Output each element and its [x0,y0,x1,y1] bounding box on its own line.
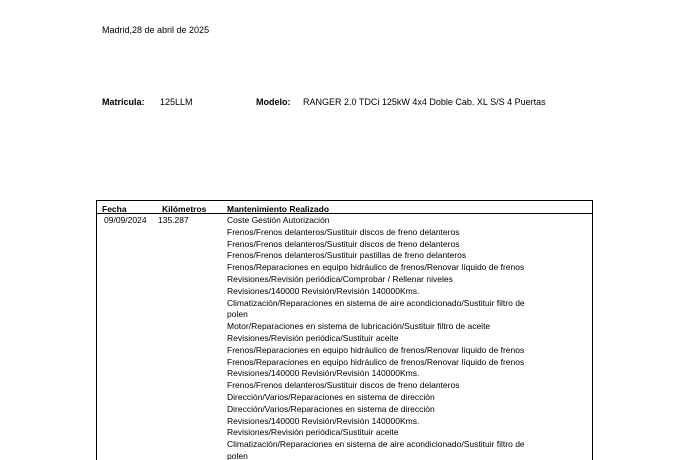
maintenance-item: Coste Gestión Autorización [227,215,330,225]
document-date: Madrid,28 de abril de 2025 [102,25,210,35]
row-kilometros: 135.287 [158,215,189,225]
maintenance-item: Revisiones/140000 Revisión/Revisión 140000Kms. [227,285,420,296]
header-fecha: Fecha [102,204,127,214]
header-kilometros: Kilómetros [162,204,207,214]
modelo-label: Modelo: [256,97,291,107]
header-mantenimiento: Mantenimiento Realizado [227,204,330,214]
maintenance-item: Frenos/Frenos delanteros/Sustituir discos de freno delanteros [227,238,460,249]
maintenance-table [96,200,593,460]
modelo-value: RANGER 2.0 TDCi 125kW 4x4 Doble Cab. XL S/S 4 Puertas [303,97,546,107]
maintenance-item: Frenos/Reparaciones en equipo hidráulico de frenos/Renovar líquido de frenos [227,344,525,355]
matricula-label: Matricula: [102,97,145,107]
maintenance-item: Frenos/Frenos delanteros/Sustituir discos de freno delanteros [227,226,460,237]
maintenance-item: Frenos/Frenos delanteros/Sustituir discos de freno delanteros [227,380,460,391]
maintenance-item: Frenos/Reparaciones en equipo hidráulico de frenos/Renovar líquido de frenos [227,356,525,367]
table-header [97,201,592,214]
maintenance-item: Revisiones/Revisión periódica/Sustituir aceite [227,332,399,343]
row-fecha: 09/09/2024 [104,215,147,225]
maintenance-item: Motor/Reparaciones en sistema de lubricación/Sustituir filtro de aceite [227,321,491,332]
maintenance-item: polen [227,309,248,320]
maintenance-item: Dirección/Varios/Reparaciones en sistema de dirección [227,391,435,402]
maintenance-item: Revisiones/Revisión periódica/Sustituir aceite [227,427,399,438]
maintenance-item: Climatización/Reparaciones en sistema de aire acondicionado/Sustituir filtro de [227,297,525,308]
maintenance-item: Revisiones/140000 Revisión/Revisión 140000Kms. [227,368,420,379]
vehicle-info [0,97,690,109]
maintenance-item: polen [227,450,248,460]
maintenance-item: Revisiones/140000 Revisión/Revisión 140000Kms. [227,415,420,426]
maintenance-list [227,215,545,460]
maintenance-item: Climatización/Reparaciones en sistema de aire acondicionado/Sustituir filtro de [227,439,525,450]
maintenance-item: Frenos/Reparaciones en equipo hidráulico de frenos/Renovar líquido de frenos [227,262,525,273]
matricula-value: 125LLM [160,97,193,107]
maintenance-item: Revisiones/Revisión periódica/Comprobar / Rellenar niveles [227,273,453,284]
maintenance-item: Frenos/Frenos delanteros/Sustituir pastillas de freno delanteros [227,250,467,261]
maintenance-item: Dirección/Varios/Reparaciones en sistema de dirección [227,403,435,414]
